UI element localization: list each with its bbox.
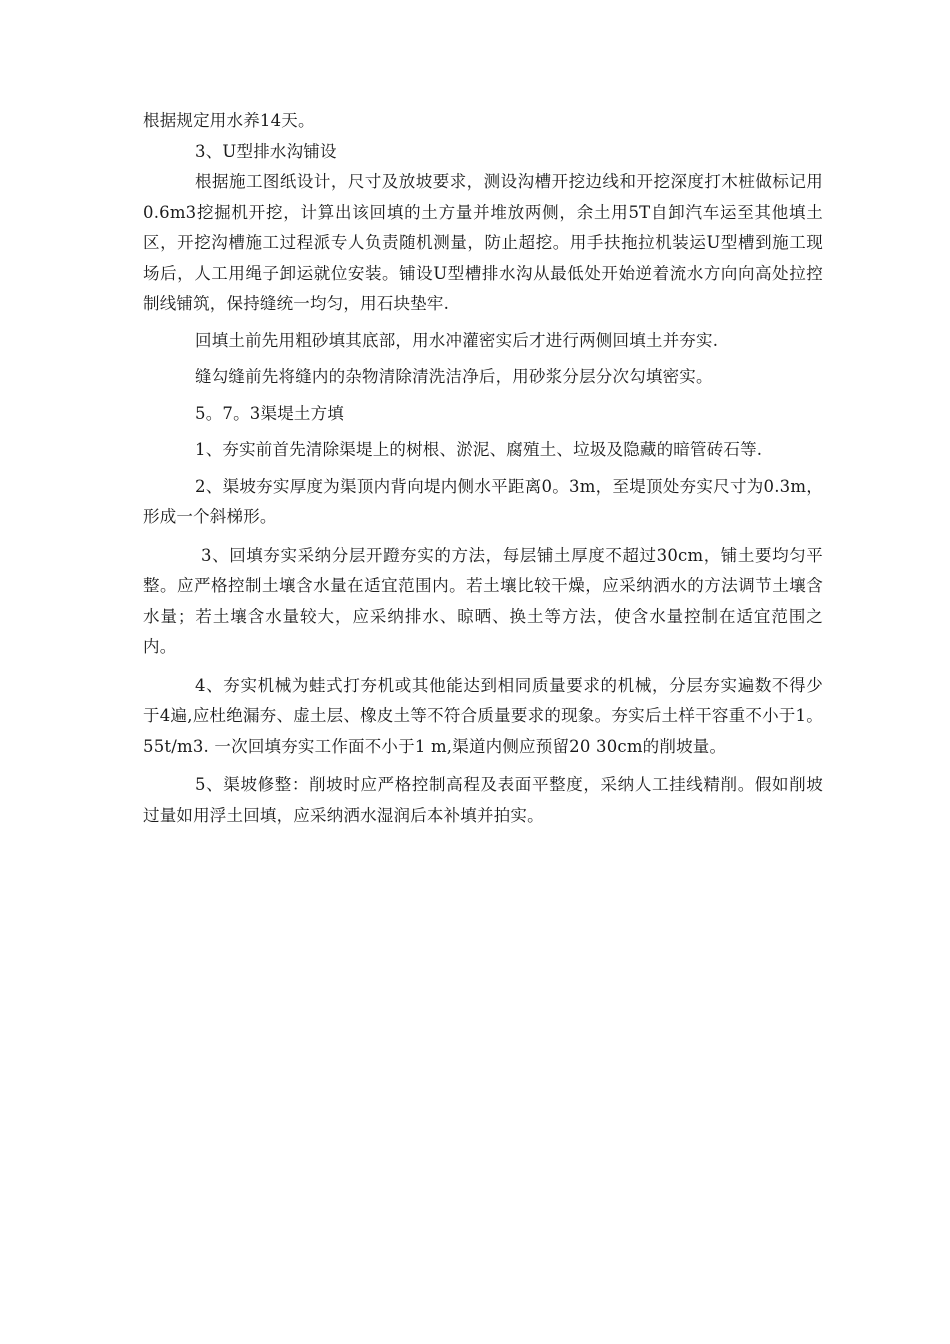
paragraph-backfill: 回填土前先用粗砂填其底部，用水冲灌密实后才进行两侧回填土并夯实. bbox=[195, 330, 719, 350]
paragraph-curing-note: 根据规定用水养14天。 bbox=[143, 111, 315, 130]
paragraph-step-5: 5、渠坡修整：削坡时应严格控制高程及表面平整度，采纳人工挂线精削。假如削坡过量如用浮土回填，应采纳洒水湿润后本补填并拍实。 bbox=[143, 775, 823, 825]
paragraph-step-2: 2、渠坡夯实厚度为渠顶内背向堤内侧水平距离0。3m，至堤顶处夯实尺寸为0.3m，形成一个斜梯形。 bbox=[143, 476, 823, 526]
paragraph-joint-grouting: 缝勾缝前先将缝内的杂物清除清洗洁净后，用砂浆分层分次勾填密实。 bbox=[195, 367, 713, 386]
paragraph-step-1: 1、夯实前首先清除渠堤上的树根、淤泥、腐殖土、垃圾及隐藏的暗管砖石等. bbox=[195, 440, 763, 459]
paragraph-step-3: 3、回填夯实采纳分层开蹬夯实的方法，每层铺土厚度不超过30cm，铺土要均匀平整。应严格控制土壤含水量在适宜范围内。若土壤比较干燥，应采纳洒水的方法调节土壤含水量；若土壤含水量较大，应采纳排水、晾晒、换土等方法，使含水量控制在适宜范围之内。 bbox=[143, 545, 823, 656]
heading-u-drain-laying: 3、U型排水沟铺设 bbox=[195, 141, 337, 161]
document-body bbox=[143, 106, 823, 831]
paragraph-step-4: 4、夯实机械为蛙式打夯机或其他能达到相同质量要求的机械，分层夯实遍数不得少于4遍,应杜绝漏夯、虚土层、橡皮土等不符合质量要求的现象。夯实后土样干容重不小于1。55t/m3. 一次回填夯实工作面不小于1 m,渠道内侧应预留20 30cm的削坡量。 bbox=[143, 675, 823, 756]
paragraph-excavation: 根据施工图纸设计，尺寸及放坡要求，测设沟槽开挖边线和开挖深度打木桩做标记用0.6m3挖掘机开挖，计算出该回填的土方量并堆放两侧，余土用5T自卸汽车运至其他填土区，开挖沟槽施工过程派专人负责随机测量，防止超挖。用手扶拖拉机装运U型槽到施工现场后，人工用绳子卸运就位安装。铺设U型槽排水沟从最低处开始逆着流水方向向高处拉控制线铺筑，保持缝统一均匀，用石块垫牢. bbox=[143, 172, 823, 313]
heading-embankment-fill: 5。7。3渠堤土方填 bbox=[195, 403, 344, 423]
